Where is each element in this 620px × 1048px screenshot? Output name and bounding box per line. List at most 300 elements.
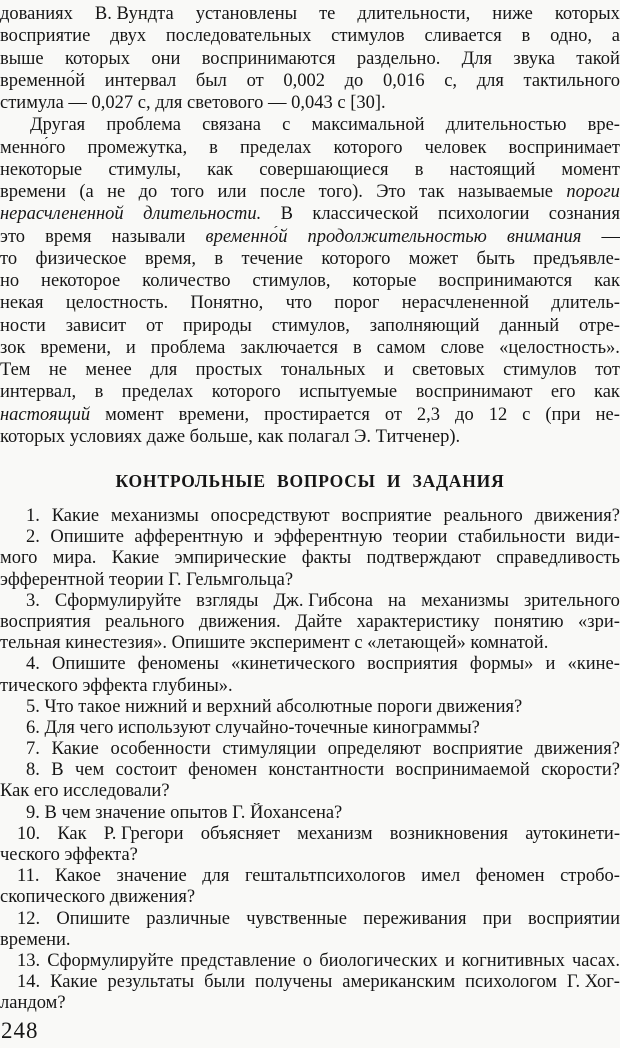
word: настоящий	[0, 404, 91, 425]
word: некоторое	[41, 271, 121, 291]
word: некая	[0, 293, 44, 314]
word: которого	[333, 137, 403, 158]
word: стробо-	[560, 866, 620, 887]
text-line	[0, 48, 620, 70]
word: види-	[575, 527, 620, 548]
word: механизмы	[110, 506, 199, 526]
word: 12	[488, 404, 508, 425]
questions-list	[0, 506, 620, 1015]
question-line	[0, 803, 620, 824]
word: движения.	[198, 611, 281, 632]
word: выше	[0, 48, 44, 69]
word: зависит	[65, 315, 127, 336]
word: чем	[74, 760, 105, 781]
word: времени,	[178, 404, 250, 425]
word: Какие	[51, 506, 100, 526]
word: простых	[195, 360, 263, 380]
text-line	[0, 92, 620, 114]
word: имел	[421, 866, 461, 887]
word: феномен	[475, 866, 545, 887]
word: ности	[0, 315, 46, 336]
word: Опишите	[50, 527, 124, 548]
text-line	[0, 315, 620, 337]
word: менно́го	[0, 137, 66, 158]
word: при	[482, 908, 512, 929]
question-line	[0, 824, 620, 845]
word: восприятия	[0, 611, 91, 632]
word: состоит	[115, 760, 177, 781]
word: скорости?	[541, 760, 620, 781]
word: о	[302, 950, 313, 971]
word: воспринимаемой	[395, 760, 530, 781]
word: стимулов,	[252, 271, 331, 291]
word: в	[352, 337, 362, 358]
word: психологом	[465, 972, 557, 993]
text-segment: ландом?	[0, 993, 66, 1014]
word: особенности	[110, 739, 211, 760]
word: восприятие	[341, 506, 432, 526]
question-line	[0, 993, 620, 1014]
question-line	[0, 697, 620, 718]
word: простирается	[264, 404, 370, 425]
word: стимулов	[503, 360, 577, 380]
word: константности	[268, 760, 385, 781]
word: звука	[513, 48, 555, 69]
word: времени	[0, 182, 66, 202]
word: Это	[376, 182, 406, 202]
word: классической	[312, 204, 419, 225]
word: 4.	[26, 654, 40, 675]
word: время	[45, 226, 92, 247]
word: не	[48, 360, 68, 380]
word: и	[253, 527, 264, 548]
text-line	[0, 137, 620, 159]
word: ниже	[492, 4, 533, 24]
word: и	[545, 654, 556, 675]
text-line	[0, 426, 620, 448]
word: связана	[202, 115, 261, 136]
word: после	[259, 182, 306, 202]
word: с	[282, 115, 291, 136]
word: (а	[79, 182, 94, 202]
word: реального	[443, 506, 523, 526]
word: того).	[318, 182, 363, 202]
word: стимулы,	[108, 159, 181, 180]
word: 14.	[17, 972, 41, 993]
word: зрительного	[523, 590, 620, 611]
word: Опишите	[51, 654, 126, 675]
word: формы»	[469, 654, 534, 675]
word: когнитивных	[461, 950, 565, 971]
word: в	[414, 159, 424, 180]
word: Какие	[111, 548, 160, 569]
word: количество	[142, 271, 231, 291]
question-line	[0, 781, 620, 802]
word: совершающиеся	[259, 159, 389, 180]
word: временно́й	[205, 226, 288, 247]
question-line	[0, 718, 620, 739]
word: механизмы	[421, 590, 509, 611]
word: «зри-	[578, 611, 620, 632]
word: Для	[461, 48, 493, 69]
text-line	[0, 226, 620, 248]
word: стимулов	[331, 26, 405, 47]
word: слове	[440, 337, 485, 358]
word: Опишите	[56, 908, 130, 929]
word: то	[0, 248, 18, 269]
text-line	[0, 381, 620, 403]
word: заключается	[240, 337, 338, 358]
word: от	[384, 404, 402, 425]
question-line	[0, 612, 620, 633]
word: стимулов,	[271, 315, 350, 336]
word: нерасчлененной	[401, 293, 529, 314]
word: отре-	[579, 315, 620, 336]
word: сознания	[548, 204, 620, 225]
text-line	[0, 203, 620, 225]
word: тактильного	[523, 70, 620, 91]
word: часах.	[571, 950, 620, 971]
word: эмпирические	[174, 548, 287, 569]
word: а	[611, 26, 620, 47]
question-line	[0, 633, 620, 654]
word: проблема	[150, 337, 226, 358]
word: те	[319, 4, 336, 24]
word: двух	[110, 26, 147, 47]
question-line	[0, 739, 620, 760]
text-segment: времени.	[0, 929, 71, 950]
word: или	[217, 182, 247, 202]
text-segment: ческого эффекта?	[0, 845, 138, 865]
word: гештальтпсихологов	[244, 866, 406, 887]
word: с	[522, 404, 531, 425]
text-segment: стимула — 0,027 с, для светового — 0,043 с [30].	[0, 93, 386, 113]
word: называемые	[457, 182, 553, 202]
word: они	[151, 48, 181, 69]
word: до	[344, 70, 364, 91]
word: механизм	[297, 823, 373, 844]
word: течение	[241, 248, 303, 269]
word: Какие	[51, 739, 99, 760]
word: опосредствуют	[210, 506, 330, 526]
word: 12.	[17, 908, 41, 929]
word: как	[207, 159, 234, 180]
word: данный	[499, 315, 560, 336]
word: для	[150, 360, 178, 380]
word: заполняющий	[369, 315, 480, 336]
question-line	[0, 866, 620, 887]
word: длительности.	[143, 204, 262, 225]
word: предъявле-	[533, 248, 620, 269]
word: получены	[255, 972, 333, 993]
word: аутокинети-	[525, 823, 620, 844]
word: 10.	[17, 823, 41, 844]
word: тональных	[280, 360, 366, 380]
word: как	[593, 382, 620, 403]
text-segment: скопического движения?	[0, 887, 196, 908]
question-line	[0, 591, 620, 612]
word: теории	[392, 527, 448, 548]
word: тот	[595, 360, 620, 380]
word: интервал	[104, 70, 177, 91]
word: понятию	[494, 611, 564, 632]
word: целостность.	[65, 293, 169, 314]
word: 2,3	[416, 404, 441, 425]
word: Сформулируйте	[54, 590, 182, 611]
word: определяют	[327, 739, 422, 760]
word: 8.	[26, 760, 40, 781]
word: самом	[376, 337, 426, 358]
word: движения?	[534, 506, 620, 526]
word: для	[476, 70, 504, 91]
text-line	[0, 70, 620, 92]
word: вре-	[587, 115, 620, 136]
word: временно́й	[0, 70, 86, 91]
section-heading: КОНТРОЛЬНЫЕ ВОПРОСЫ И ЗАДАНИЯ	[115, 471, 505, 491]
word: его	[550, 382, 576, 403]
word: «кинетического	[230, 654, 356, 675]
word: настоящий	[449, 159, 536, 180]
word: «кине-	[567, 654, 620, 675]
word: 7.	[26, 739, 40, 760]
word: времени,	[40, 337, 111, 358]
word: длительности,	[357, 4, 471, 24]
word: длитель-	[551, 293, 620, 314]
word: был	[195, 70, 227, 91]
question-line	[0, 951, 620, 972]
word: зок	[0, 337, 26, 358]
word: некоторые	[0, 159, 83, 180]
word: физическое	[35, 248, 127, 269]
text-line	[0, 159, 620, 181]
word: В	[280, 204, 293, 225]
word: проблема	[106, 115, 181, 136]
word: человек	[424, 137, 487, 158]
word: результаты	[107, 972, 195, 993]
word: которых	[64, 48, 131, 69]
word: 11.	[17, 866, 40, 887]
word: в	[521, 26, 531, 47]
text-segment: эфферентной теории Г. Гельмгольца?	[0, 569, 294, 590]
word: возникновения	[389, 823, 509, 844]
word: восприятие	[432, 739, 524, 760]
word: В. Вундта	[94, 4, 174, 24]
word: но	[0, 271, 20, 291]
word: от	[145, 315, 164, 336]
text-line	[0, 3, 620, 25]
question-line	[0, 527, 620, 548]
word: чувственные	[246, 908, 347, 929]
word: того	[170, 182, 205, 202]
word: В	[51, 760, 64, 781]
word: 13.	[17, 950, 41, 971]
word: воспринимает	[508, 137, 620, 158]
text-segment: тельная кинестезия». Опишите эксперимент с «летающей» комнатой.	[0, 633, 549, 654]
word: Как	[57, 823, 87, 844]
word: для	[202, 866, 230, 887]
question-line	[0, 887, 620, 908]
word: до	[455, 404, 474, 425]
text-segment: которых условиях даже больше, как полагал Э. Титченер).	[0, 426, 461, 447]
word: это	[0, 226, 26, 247]
question-line	[0, 570, 620, 591]
word: различные	[146, 908, 230, 929]
word: Сформулируйте	[47, 950, 174, 971]
text-line	[0, 248, 620, 270]
word: не	[107, 182, 126, 202]
question-line	[0, 909, 620, 930]
word: испытуемые	[299, 382, 398, 403]
text-segment: тического эффекта глубины».	[0, 675, 233, 696]
word: в	[214, 248, 224, 269]
word: так	[418, 182, 445, 202]
word: установлены	[195, 4, 298, 24]
word: время,	[144, 248, 196, 269]
word: продолжительностью	[307, 226, 487, 247]
word: момент	[561, 159, 620, 180]
word: сливается	[424, 26, 502, 47]
word: 3.	[26, 590, 40, 611]
word: воспринимаются	[438, 271, 573, 291]
word: психологии	[437, 204, 530, 225]
word: что	[285, 293, 312, 314]
word: объясняет	[200, 823, 280, 844]
word: 0,002	[283, 70, 325, 91]
text-line	[0, 181, 620, 203]
word: дованиях	[0, 4, 73, 24]
text-line	[0, 404, 620, 426]
question-line	[0, 548, 620, 569]
word: не-	[595, 404, 620, 425]
word: «целостность».	[499, 337, 620, 358]
word: восприятие	[0, 26, 91, 47]
word: взгляды	[196, 590, 259, 611]
word: световых	[412, 360, 485, 380]
question-line	[0, 676, 620, 697]
word: пределах	[121, 382, 194, 403]
word: справедливость	[496, 548, 620, 569]
word: которого	[211, 382, 281, 403]
word: с,	[444, 70, 458, 91]
word: последовательных	[165, 26, 312, 47]
word: и	[383, 360, 394, 380]
word: одно,	[550, 26, 592, 47]
text-line	[0, 292, 620, 314]
word: подтверждают	[366, 548, 481, 569]
word: которые	[352, 271, 417, 291]
word: Р. Грегори	[103, 823, 184, 844]
word: внимания	[506, 226, 582, 247]
word: афферентную	[134, 527, 244, 548]
word: интервал,	[0, 382, 77, 403]
word: как	[594, 271, 620, 291]
question-line	[0, 930, 620, 951]
word: реального	[105, 611, 185, 632]
text-line	[0, 359, 620, 381]
word: такой	[576, 48, 620, 69]
word: Другая	[30, 115, 86, 136]
word: характеристику	[356, 611, 480, 632]
word: —	[601, 226, 620, 247]
word: Какие	[50, 972, 98, 993]
word: в	[209, 137, 218, 158]
word: (при	[545, 404, 581, 425]
word: менее	[85, 360, 132, 380]
word: 1.	[26, 506, 40, 526]
word: 2.	[26, 527, 40, 548]
word: называли	[111, 226, 186, 247]
word: значение	[116, 866, 187, 887]
word: максимальной	[311, 115, 425, 136]
word: порог	[334, 293, 380, 314]
word: представление	[180, 950, 296, 971]
word: нерасчлененной	[0, 204, 124, 225]
word: от	[246, 70, 264, 91]
page-number: 248	[1, 1018, 39, 1043]
word: биологических	[319, 950, 438, 971]
word: воспринимают	[415, 382, 533, 403]
word: раздельно.	[356, 48, 441, 69]
word: эфферентную	[273, 527, 383, 548]
word: 0,016	[382, 70, 425, 91]
word: движения?	[534, 739, 620, 760]
word: природы	[182, 315, 252, 336]
question-line	[0, 654, 620, 675]
text-segment: 5. Что такое нижний и верхний абсолютные пороги движения?	[26, 696, 523, 717]
word: восприятия	[367, 654, 458, 675]
word: Дайте	[295, 611, 343, 632]
word: Тем	[0, 360, 31, 380]
word: которых	[554, 4, 620, 24]
text-line	[0, 25, 620, 47]
text-segment: 9. В чем значение опытов Г. Йохансена?	[26, 802, 343, 823]
text-segment: 6. Для чего используют случайно-точечные кинограммы?	[26, 717, 480, 738]
word: и	[444, 950, 455, 971]
word: Дж. Гибсона	[273, 590, 373, 611]
text-line	[0, 337, 620, 359]
text-line	[0, 114, 620, 136]
word: стимуляции	[222, 739, 317, 760]
word: стабильности	[457, 527, 566, 548]
question-line	[0, 972, 620, 993]
word: были	[204, 972, 246, 993]
word: на	[387, 590, 407, 611]
word: американским	[342, 972, 456, 993]
word: в	[94, 382, 104, 403]
word: до	[138, 182, 158, 202]
word: восприятии	[528, 908, 620, 929]
word: пределах	[239, 137, 312, 158]
word: длительностью	[445, 115, 567, 136]
text-line	[0, 270, 620, 292]
word: мого	[0, 548, 38, 569]
word: факты	[301, 548, 352, 569]
question-line	[0, 760, 620, 781]
word: Какое	[54, 866, 102, 887]
word: переживания	[363, 908, 467, 929]
word: которого	[321, 248, 391, 269]
word: может	[408, 248, 459, 269]
word: феномены	[137, 654, 219, 675]
text-segment: Как его исследовали?	[0, 781, 170, 802]
word: воспринимаются	[201, 48, 336, 69]
word: Понятно,	[190, 293, 264, 314]
question-line	[0, 506, 620, 527]
word: Г. Хог-	[566, 972, 620, 993]
question-line	[0, 845, 620, 866]
word: и	[125, 337, 136, 358]
word: момент	[105, 404, 164, 425]
